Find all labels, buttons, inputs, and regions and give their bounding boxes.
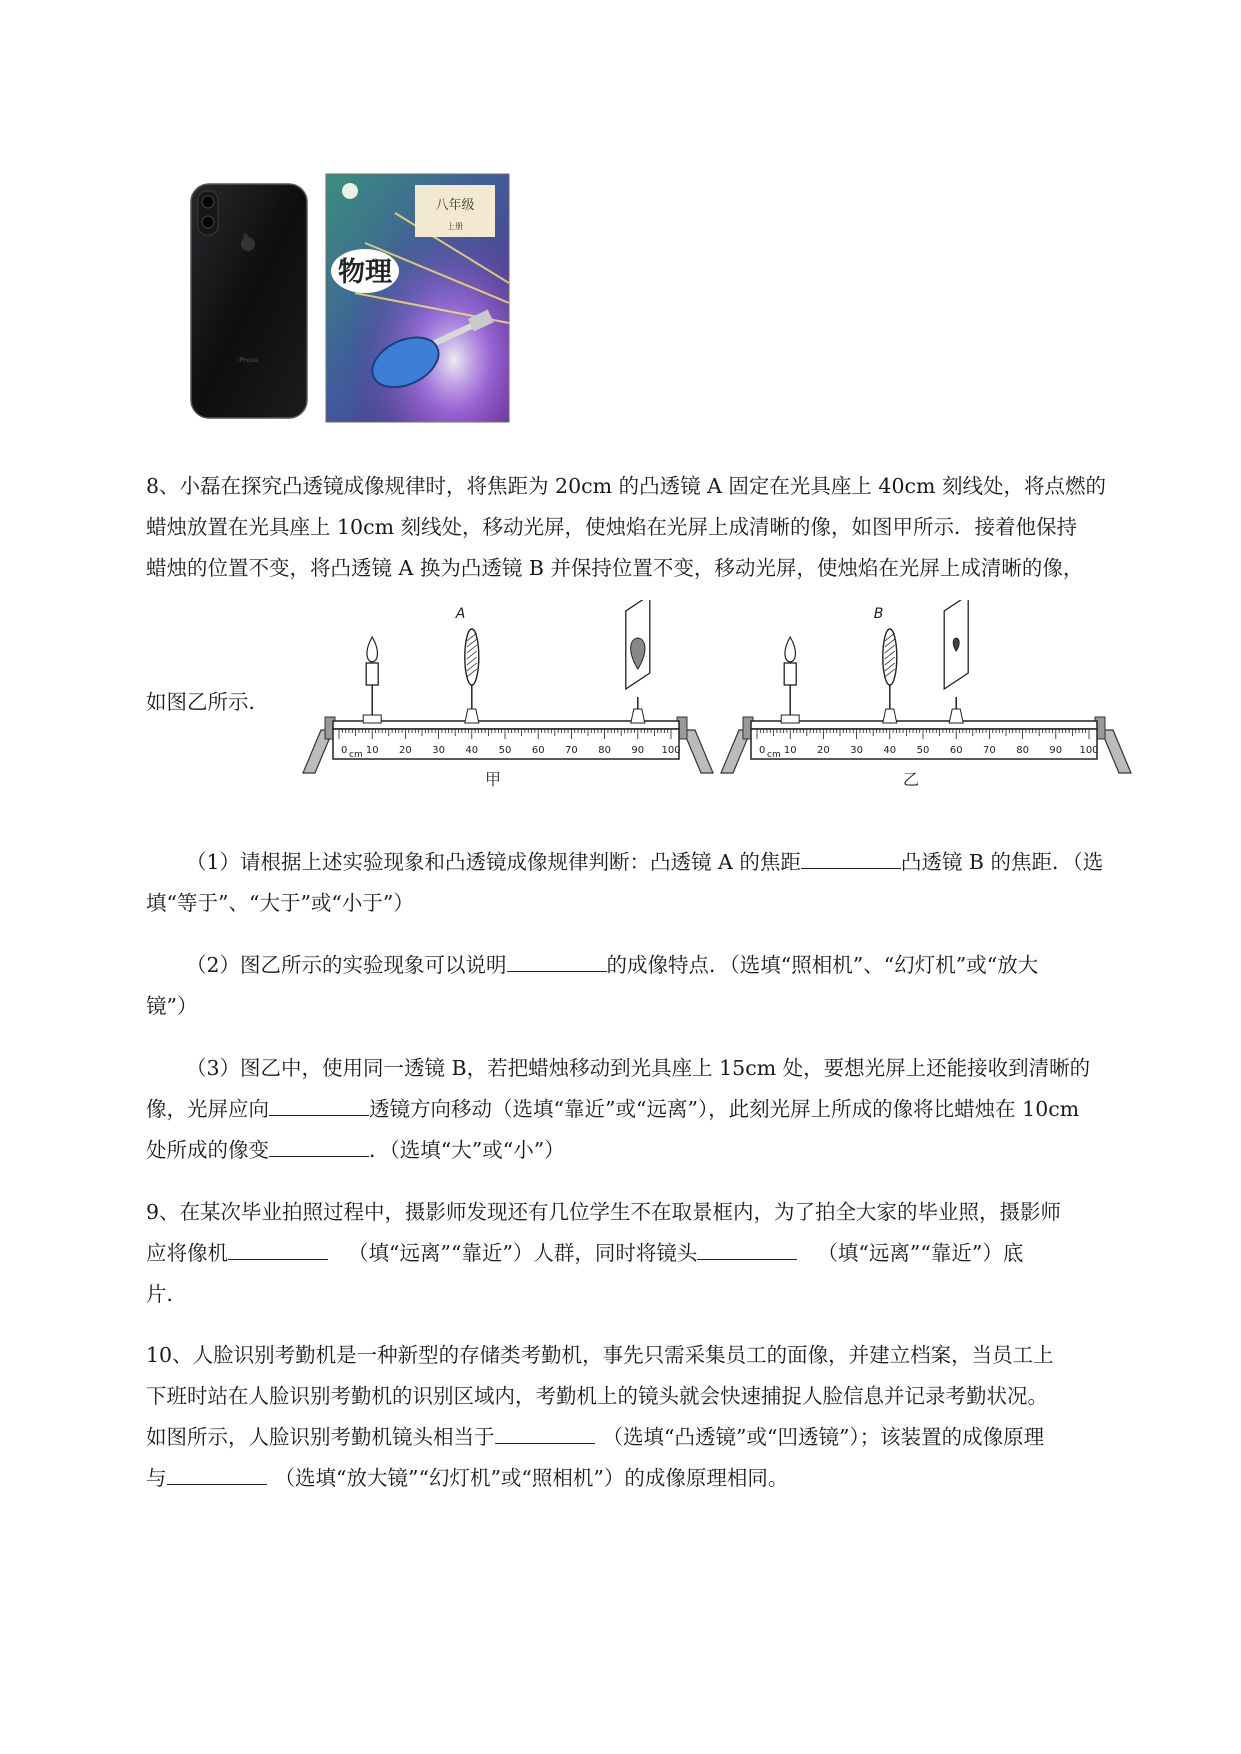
physics-textbook-photo xyxy=(325,173,510,427)
q8-sub2 xyxy=(146,945,1146,1027)
scale-tick-label: 90 xyxy=(631,745,645,756)
answer-blank-device[interactable] xyxy=(507,949,607,972)
smartphone-photo xyxy=(190,183,308,423)
bench-yi xyxy=(721,600,1131,789)
q8-sub1 xyxy=(146,842,1146,924)
q8-sub2-text-b: 的成像特点．（选填“照相机”、“幻灯机”或“放大 xyxy=(606,953,1039,977)
candle-body xyxy=(366,663,378,685)
q8-sub1-text-c: 填“等于”、“大于”或“小于”） xyxy=(146,891,414,915)
q8-sub3-text-a: （3）图乙中，使用同一透镜 B，若把蜡烛移动到光具座上 15cm 处，要想光屏上还能接收到清晰的 xyxy=(186,1056,1091,1080)
q8-sub2-text-c: 镜”） xyxy=(146,994,198,1018)
scale-unit-label: cm xyxy=(349,750,363,760)
scale-unit-label: cm xyxy=(767,750,781,760)
lens-label: B xyxy=(873,606,884,622)
lens-label: A xyxy=(455,606,466,622)
answer-blank-image-size[interactable] xyxy=(269,1134,369,1157)
q8-sub3-text-b2: 透镜方向移动（选填“靠近”或“远离”），此刻光屏上所成的像将比蜡烛在 10cm xyxy=(369,1097,1080,1121)
candle-holder xyxy=(781,715,799,723)
scale-tick-label: 80 xyxy=(598,745,611,756)
q8-sub2-text-a: （2）图乙所示的实验现象可以说明 xyxy=(186,953,507,977)
q8-sub3-text-c2: ．（选填“大”或“小”） xyxy=(369,1138,565,1162)
q8-line-1: 8、小磊在探究凸透镜成像规律时，将焦距为 20cm 的凸透镜 A 固定在光具座上 40cm 刻线处，将点燃的 xyxy=(146,474,1106,498)
scale-tick-label: 0 xyxy=(759,745,766,756)
lens-holder xyxy=(465,709,479,723)
q10-line-2: 下班时站在人脸识别考勤机的识别区域内，考勤机上的镜头就会快速捕捉人脸信息并记录考勤状况。 xyxy=(146,1384,1048,1408)
q9-line-2-c: （填“远离”“靠近”）底 xyxy=(817,1241,1024,1265)
scale-tick-label: 10 xyxy=(365,745,379,756)
scale-tick-label: 30 xyxy=(432,745,445,756)
bench-rail xyxy=(751,721,1097,729)
optical-bench-diagrams xyxy=(298,600,1153,804)
candle-body xyxy=(784,663,796,685)
scale-tick-label: 0 xyxy=(341,745,348,756)
book-volume-label: 上册 xyxy=(447,222,463,231)
phone-brand-mark: iPhone xyxy=(237,357,259,364)
q8-line-3: 蜡烛的位置不变，将凸透镜 A 换为凸透镜 B 并保持位置不变，移动光屏，使烛焰在光屏上成清晰的像， xyxy=(146,556,1084,580)
screen-holder xyxy=(949,709,963,723)
q10-line-3-a: 如图所示，人脸识别考勤机镜头相当于 xyxy=(146,1425,495,1449)
diagram-caption: 乙 xyxy=(902,770,920,789)
question-9-text xyxy=(146,1192,1146,1315)
answer-blank-camera-move[interactable] xyxy=(228,1237,328,1260)
answer-blank-device-type[interactable] xyxy=(167,1462,267,1485)
candle-flame xyxy=(785,637,796,662)
scale-tick-label: 90 xyxy=(1049,745,1063,756)
scale-tick-label: 100 xyxy=(1079,745,1099,756)
q8-sub3-text-c1: 处所成的像变 xyxy=(146,1138,269,1162)
q8-sub1-text-a: （1）请根据上述实验现象和凸透镜成像规律判断：凸透镜 A 的焦距 xyxy=(186,850,801,874)
answer-blank-lens-move[interactable] xyxy=(697,1237,797,1260)
scale-tick-label: 50 xyxy=(916,745,930,756)
scale-tick-label: 70 xyxy=(565,745,578,756)
candle-flame xyxy=(367,637,378,662)
scale-tick-label: 30 xyxy=(850,745,863,756)
q9-line-2-a: 应将像机 xyxy=(146,1241,228,1265)
scale-tick-label: 60 xyxy=(949,745,963,756)
book-title: 物理 xyxy=(338,257,392,288)
q9-line-1: 9、在某次毕业拍照过程中，摄影师发现还有几位学生不在取景框内，为了拍全大家的毕业照，摄影师 xyxy=(146,1200,1062,1224)
bench-jia xyxy=(303,600,713,789)
q8-sub3-text-b1: 像，光屏应向 xyxy=(146,1097,269,1121)
candle-holder xyxy=(363,715,381,723)
answer-blank-focal-compare[interactable] xyxy=(801,846,901,869)
q10-line-3-b: （选填“凸透镜”或“凹透镜”）；该装置的成像原理 xyxy=(602,1425,1045,1449)
q8-sub3 xyxy=(146,1048,1146,1171)
diagram-caption: 甲 xyxy=(484,770,502,789)
scale-tick-label: 100 xyxy=(661,745,681,756)
question-8-text xyxy=(146,466,1146,589)
scale-tick-label: 60 xyxy=(531,745,545,756)
q10-line-4-b: （选填“放大镜”“幻灯机”或“照相机”）的成像原理相同。 xyxy=(274,1466,789,1490)
scale-tick-label: 20 xyxy=(399,745,412,756)
answer-blank-screen-direction[interactable] xyxy=(269,1093,369,1116)
scale-tick-label: 70 xyxy=(983,745,996,756)
book-grade-label: 八年级 xyxy=(435,198,475,213)
screen-holder xyxy=(631,709,645,723)
q9-line-3: 片． xyxy=(146,1282,187,1306)
q10-line-4-a: 与 xyxy=(146,1466,167,1490)
q9-line-2-b: （填“远离”“靠近”）人群，同时将镜头 xyxy=(348,1241,698,1265)
lens-holder xyxy=(883,709,897,723)
q8-line-4: 如图乙所示． xyxy=(146,690,269,714)
q10-line-1: 10、人脸识别考勤机是一种新型的存储类考勤机，事先只需采集员工的面像，并建立档案，当员工上 xyxy=(146,1343,1054,1367)
q8-sub1-text-b: 凸透镜 B 的焦距．（选 xyxy=(900,850,1104,874)
bench-rail xyxy=(333,721,679,729)
q8-line-2: 蜡烛放置在光具座上 10cm 刻线处，移动光屏，使烛焰在光屏上成清晰的像，如图甲所示．接着他保持 xyxy=(146,515,1078,539)
answer-blank-lens-type[interactable] xyxy=(495,1421,595,1444)
scale-tick-label: 80 xyxy=(1016,745,1029,756)
scale-tick-label: 10 xyxy=(783,745,797,756)
scale-tick-label: 50 xyxy=(498,745,512,756)
question-10-text xyxy=(146,1335,1146,1499)
scale-tick-label: 40 xyxy=(465,745,479,756)
scale-tick-label: 20 xyxy=(817,745,830,756)
scale-tick-label: 40 xyxy=(883,745,897,756)
